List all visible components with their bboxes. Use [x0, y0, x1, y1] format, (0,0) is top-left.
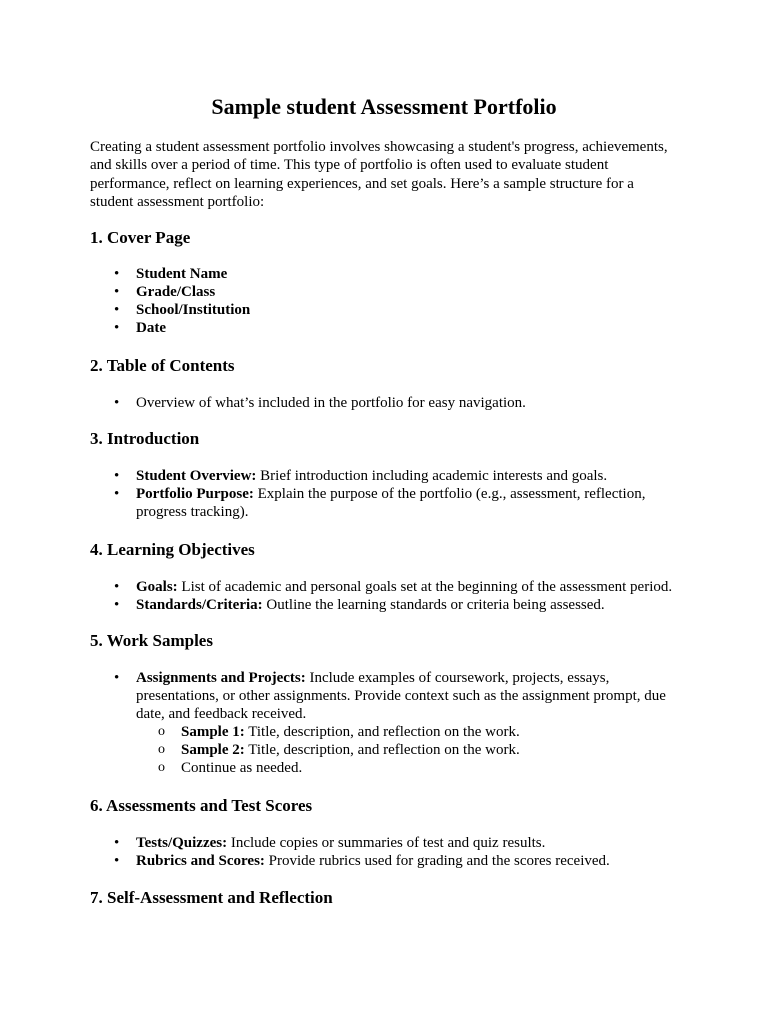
list-item: • Rubrics and Scores: Provide rubrics used for grading and the scores received.: [90, 852, 690, 870]
list-item: • Tests/Quizzes: Include copies or summaries of test and quiz results.: [90, 834, 690, 852]
cover-page-list: [90, 265, 690, 337]
section-heading-introduction: 3. Introduction: [90, 429, 200, 448]
section-heading-table-of-contents: 2. Table of Contents: [90, 356, 235, 375]
sub-list-item: o Sample 2: Title, description, and reflection on the work.: [136, 741, 690, 759]
sub-list-item: o Sample 1: Title, description, and reflection on the work.: [136, 723, 690, 741]
list-item: • Student Name: [90, 265, 690, 283]
list-item: • School/Institution: [90, 301, 690, 319]
table-of-contents-list: [90, 394, 690, 412]
section-heading-self-assessment: 7. Self-Assessment and Reflection: [90, 888, 333, 907]
list-item: • Date: [90, 319, 690, 337]
assessments-list: [90, 834, 690, 870]
list-item: • Standards/Criteria: Outline the learning standards or criteria being assessed.: [90, 596, 710, 614]
list-item: • Grade/Class: [90, 283, 690, 301]
section-heading-cover-page: 1. Cover Page: [90, 228, 191, 247]
work-samples-sublist: [136, 723, 690, 777]
work-samples-list: [90, 669, 690, 777]
sub-list-item: o Continue as needed.: [136, 759, 690, 777]
learning-objectives-list: [90, 578, 710, 614]
list-item: • Overview of what’s included in the portfolio for easy navigation.: [90, 394, 690, 412]
introduction-list: [90, 467, 690, 521]
section-heading-learning-objectives: 4. Learning Objectives: [90, 540, 255, 559]
list-item: • Goals: List of academic and personal goals set at the beginning of the assessment period.: [90, 578, 710, 596]
list-item: • Portfolio Purpose: Explain the purpose of the portfolio (e.g., assessment, reflection, progress tracking).: [90, 485, 690, 521]
section-heading-work-samples: 5. Work Samples: [90, 631, 213, 650]
document-title: Sample student Assessment Portfolio: [211, 94, 557, 119]
list-item: • Assignments and Projects: Include examples of coursework, projects, essays, presentations, or other assignments. Provide context such as the assignment prompt, due date, and feedback received. o Sample 1: Title, description, and reflection on the work. o Sample 2: Title, description, and reflection on the work. o Continue as needed.: [90, 669, 690, 777]
list-item: • Student Overview: Brief introduction including academic interests and goals.: [90, 467, 690, 485]
intro-paragraph: Creating a student assessment portfolio involves showcasing a student's progress, achievements, and skills over a period of time. This type of portfolio is often used to evaluate student performance, reflect on learning experiences, and set goals. Here’s a sample structure for a student assessment portfolio:: [90, 139, 668, 210]
section-heading-assessments: 6. Assessments and Test Scores: [90, 796, 313, 815]
